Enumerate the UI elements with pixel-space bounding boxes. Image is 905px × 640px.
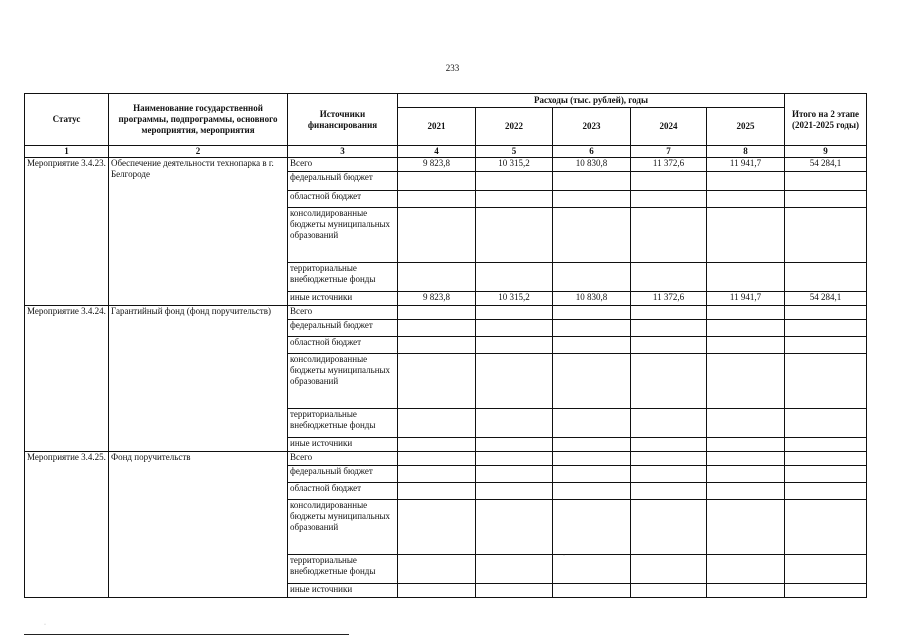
funding-source: иные источники [288,584,398,598]
header-year: 2024 [631,108,707,146]
year-value [553,354,631,409]
total-value [785,452,867,466]
event-name: Фонд поручительств [109,452,288,598]
column-index: 3 [288,146,398,158]
year-value [398,555,476,584]
header-status: Статус [25,94,109,146]
year-value [631,208,707,263]
year-value [398,584,476,598]
year-value [631,306,707,320]
total-value [785,483,867,500]
total-value [785,320,867,337]
year-value [398,172,476,191]
year-value [553,466,631,483]
year-value [476,409,553,438]
year-value [631,584,707,598]
year-value: 10 830,8 [553,158,631,172]
year-value [398,500,476,555]
year-value [476,466,553,483]
year-value [553,337,631,354]
scan-speck: · [563,553,565,559]
total-value [785,500,867,555]
year-value [631,354,707,409]
year-value [631,555,707,584]
funding-source: Всего [288,306,398,320]
total-value [785,263,867,292]
year-value [398,438,476,452]
year-value [553,500,631,555]
total-value: 54 284,1 [785,292,867,306]
total-value [785,466,867,483]
year-value [707,263,785,292]
year-value [553,438,631,452]
year-value [398,320,476,337]
year-value [631,483,707,500]
total-value [785,337,867,354]
year-value [707,466,785,483]
funding-source: областной бюджет [288,483,398,500]
year-value: 9 823,8 [398,292,476,306]
header-total: Итого на 2 этапе (2021-2025 годы) [785,94,867,146]
year-value [476,263,553,292]
year-value [707,500,785,555]
year-value [631,320,707,337]
event-name: Гарантийный фонд (фонд поручительств) [109,306,288,452]
total-value [785,438,867,452]
year-value: 11 941,7 [707,292,785,306]
year-value [398,483,476,500]
funding-source: консолидированные бюджеты муниципальных образований [288,354,398,409]
year-value [553,191,631,208]
column-index-row [25,146,867,158]
funding-source: областной бюджет [288,337,398,354]
year-value [707,354,785,409]
year-value [476,438,553,452]
total-value [785,354,867,409]
column-index: 5 [476,146,553,158]
column-index: 9 [785,146,867,158]
column-index: 7 [631,146,707,158]
funding-source: иные источники [288,292,398,306]
year-value [707,172,785,191]
year-value [398,466,476,483]
year-value [707,208,785,263]
year-value [398,208,476,263]
total-value [785,555,867,584]
year-value [476,584,553,598]
footer-rule [24,634,349,635]
total-value: 54 284,1 [785,158,867,172]
year-value: 11 372,6 [631,158,707,172]
funding-source: федеральный бюджет [288,466,398,483]
column-index: 2 [109,146,288,158]
year-value [476,555,553,584]
year-value [553,452,631,466]
header-year: 2022 [476,108,553,146]
header-expenses: Расходы (тыс. рублей), годы [398,94,785,108]
year-value [398,263,476,292]
year-value [707,409,785,438]
funding-source: консолидированные бюджеты муниципальных образований [288,208,398,263]
year-value: 11 941,7 [707,158,785,172]
year-value [631,263,707,292]
funding-source: территориальные внебюджетные фонды [288,263,398,292]
year-value [476,172,553,191]
year-value [553,584,631,598]
header-sources: Источники финансирования [288,94,398,146]
year-value [631,337,707,354]
funding-source: иные источники [288,438,398,452]
column-index: 8 [707,146,785,158]
year-value [553,172,631,191]
year-value: 10 315,2 [476,292,553,306]
table-row [25,452,867,466]
funding-source: федеральный бюджет [288,320,398,337]
year-value [398,191,476,208]
year-value [476,354,553,409]
scan-speck: · [44,622,46,628]
year-value [707,584,785,598]
column-index: 6 [553,146,631,158]
year-value [476,452,553,466]
column-index: 1 [25,146,109,158]
year-value: 10 830,8 [553,292,631,306]
year-value [631,500,707,555]
year-value [707,452,785,466]
funding-source: областной бюджет [288,191,398,208]
funding-source: федеральный бюджет [288,172,398,191]
year-value [476,191,553,208]
page-number: 233 [445,63,460,73]
total-value [785,306,867,320]
year-value [398,409,476,438]
year-value [476,500,553,555]
budget-table [24,93,867,598]
funding-source: консолидированные бюджеты муниципальных образований [288,500,398,555]
year-value [553,320,631,337]
year-value [707,555,785,584]
funding-source: территориальные внебюджетные фонды [288,555,398,584]
year-value [398,452,476,466]
year-value: 10 315,2 [476,158,553,172]
event-status: Мероприятие 3.4.25. [25,452,109,598]
funding-source: территориальные внебюджетные фонды [288,409,398,438]
year-value [476,208,553,263]
year-value [553,409,631,438]
year-value [707,306,785,320]
header-year: 2025 [707,108,785,146]
table-row [25,158,867,172]
year-value [631,409,707,438]
year-value [707,320,785,337]
year-value [553,263,631,292]
year-value [398,306,476,320]
total-value [785,191,867,208]
year-value [476,306,553,320]
year-value [631,172,707,191]
year-value [707,438,785,452]
year-value: 9 823,8 [398,158,476,172]
event-status: Мероприятие 3.4.24. [25,306,109,452]
year-value [476,483,553,500]
year-value [553,483,631,500]
total-value [785,172,867,191]
year-value [398,354,476,409]
header-year: 2023 [553,108,631,146]
funding-source: Всего [288,452,398,466]
total-value [785,409,867,438]
year-value [553,306,631,320]
year-value [631,466,707,483]
year-value [476,320,553,337]
year-value: 11 372,6 [631,292,707,306]
table-row [25,306,867,320]
total-value [785,584,867,598]
header-name: Наименование государственной программы, подпрограммы, основного мероприятия, мероприятия [109,94,288,146]
year-value [707,337,785,354]
header-year: 2021 [398,108,476,146]
column-index: 4 [398,146,476,158]
event-status: Мероприятие 3.4.23. [25,158,109,306]
funding-source: Всего [288,158,398,172]
year-value [553,208,631,263]
year-value [707,483,785,500]
year-value [707,191,785,208]
total-value [785,208,867,263]
year-value [631,452,707,466]
year-value [631,438,707,452]
year-value [476,337,553,354]
event-name: Обеспечение деятельности технопарка в г. Белгороде [109,158,288,306]
year-value [631,191,707,208]
year-value [398,337,476,354]
